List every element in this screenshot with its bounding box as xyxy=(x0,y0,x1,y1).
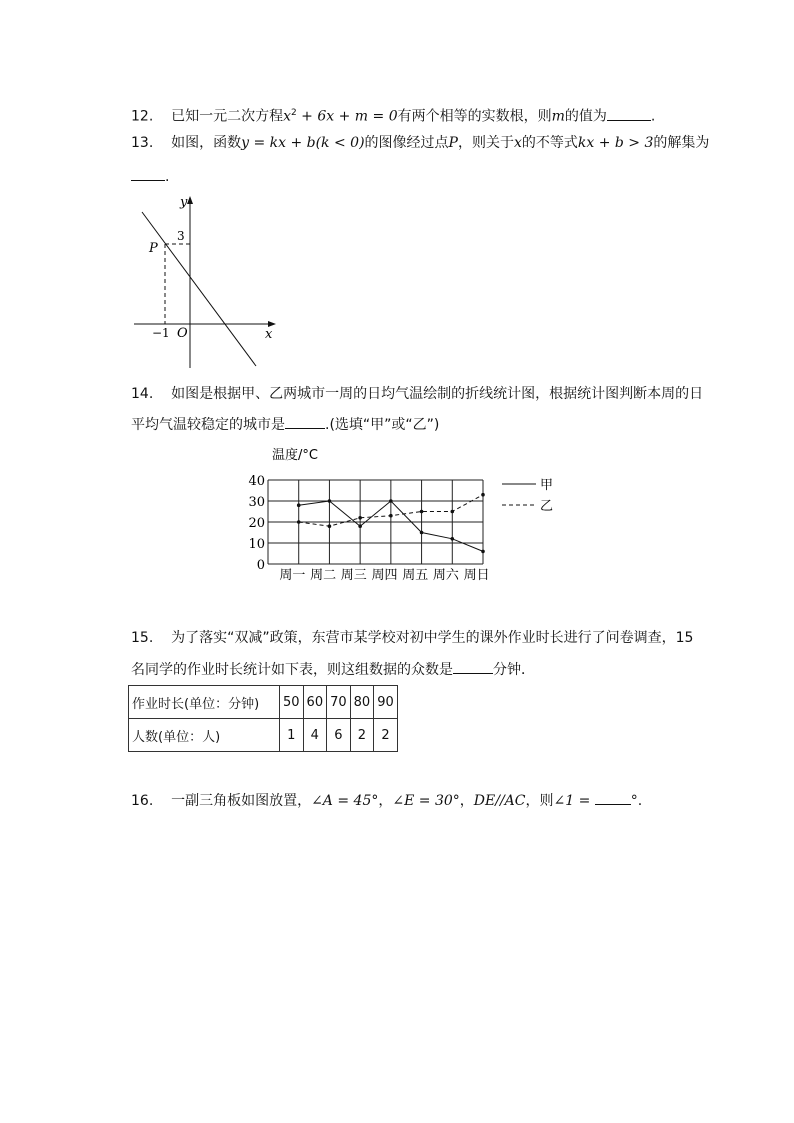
question-text: 平均气温较稳定的城市是 xyxy=(131,417,285,433)
question-text: 的解集为 xyxy=(653,135,710,151)
equation-rest: + 6x + m = 0 xyxy=(296,108,398,125)
question-text: ，则关于 xyxy=(457,135,514,151)
table-cell: 50 xyxy=(280,686,304,719)
question-text: 的值为 xyxy=(564,108,607,125)
variable-x: x xyxy=(513,135,522,151)
question-13 xyxy=(131,133,709,153)
inequality: kx + b > 3 xyxy=(577,135,654,151)
data-point xyxy=(420,531,424,535)
data-point xyxy=(297,520,301,524)
question-text: 为了落实“双减”政策，东营市某学校对初中学生的课外作业时长进行了问卷调查，15 xyxy=(171,630,694,646)
x-tick-label: 周三 xyxy=(340,568,367,583)
function-line xyxy=(142,212,256,366)
question-end: °. xyxy=(630,793,643,809)
x-tick-neg1: −1 xyxy=(152,326,170,340)
question-end: . xyxy=(650,108,656,125)
point-p-label: P xyxy=(149,241,158,256)
separator: ， xyxy=(459,793,474,809)
data-point xyxy=(481,493,485,497)
table-cell: 4 xyxy=(303,719,327,752)
y-tick-label: 10 xyxy=(248,537,265,552)
homework-time-table xyxy=(128,685,398,752)
answer-blank[interactable] xyxy=(131,166,165,181)
question-number: 15. xyxy=(131,630,154,646)
table-cell: 2 xyxy=(350,719,374,752)
y-axis-label: y xyxy=(180,195,188,210)
question-number: 16. xyxy=(131,793,154,809)
data-point xyxy=(297,503,301,507)
data-point xyxy=(389,514,393,518)
y-tick-label: 40 xyxy=(248,474,265,489)
question-text: .(选填“甲”或“乙”) xyxy=(325,417,440,433)
x-tick-label: 周一 xyxy=(279,568,306,583)
data-point xyxy=(328,524,332,528)
function-graph xyxy=(128,190,288,370)
data-point xyxy=(389,499,393,503)
question-text: ，则 xyxy=(525,793,554,809)
table-row-header: 人数(单位：人) xyxy=(129,719,280,752)
answer-blank[interactable] xyxy=(607,106,651,121)
answer-blank[interactable] xyxy=(453,659,493,674)
table-cell: 6 xyxy=(327,719,351,752)
chart-ticks xyxy=(248,474,489,583)
x-tick-label: 周日 xyxy=(463,568,490,583)
question-text: 分钟． xyxy=(493,662,535,678)
answer-blank[interactable] xyxy=(595,790,631,805)
legend-label: 甲 xyxy=(540,478,554,493)
temperature-line-chart xyxy=(240,442,560,584)
data-point xyxy=(420,510,424,514)
x-tick-label: 周五 xyxy=(402,568,429,583)
y-axis-arrow xyxy=(187,196,193,204)
y-tick-label: 0 xyxy=(256,558,265,573)
data-point xyxy=(358,516,362,520)
table-cell: 1 xyxy=(280,719,304,752)
angle-e: ∠E = 30° xyxy=(392,793,460,809)
question-number: 12. xyxy=(131,108,154,125)
table-row xyxy=(129,686,398,719)
question-12 xyxy=(131,103,655,127)
y-tick-3: 3 xyxy=(177,229,185,243)
question-15-line-1 xyxy=(131,628,693,648)
origin-label: O xyxy=(177,326,188,341)
table-cell: 2 xyxy=(374,719,398,752)
table-cell: 60 xyxy=(303,686,327,719)
question-14-line-2 xyxy=(131,414,439,435)
equation-x: x xyxy=(283,108,291,125)
answer-blank[interactable] xyxy=(285,414,325,429)
question-text: 有两个相等的实数根，则 xyxy=(397,108,552,125)
equation-exponent: 2 xyxy=(290,108,297,118)
question-text: 如图，函数 xyxy=(171,135,242,151)
angle-a: ∠A = 45° xyxy=(311,793,379,809)
question-number: 13. xyxy=(131,135,154,151)
y-tick-label: 20 xyxy=(248,516,265,531)
table-cell: 70 xyxy=(327,686,351,719)
angle-1: ∠1 = xyxy=(553,793,591,809)
variable-m: m xyxy=(551,108,565,125)
x-axis-label: x xyxy=(265,327,273,342)
table-cell: 90 xyxy=(374,686,398,719)
question-text: 的不等式 xyxy=(521,135,578,151)
table-row-header: 作业时长(单位：分钟) xyxy=(129,686,280,719)
question-end: . xyxy=(165,169,170,185)
question-text: 名同学的作业时长统计如下表，则这组数据的众数是 xyxy=(131,662,453,678)
data-point xyxy=(481,550,485,554)
legend-label: 乙 xyxy=(540,499,554,514)
question-15-line-2 xyxy=(131,659,535,680)
question-text: 已知一元二次方程 xyxy=(171,108,284,125)
question-number: 14. xyxy=(131,386,154,402)
question-14-line-1 xyxy=(131,384,703,404)
data-point xyxy=(358,524,362,528)
separator: ， xyxy=(378,793,393,809)
chart-legend xyxy=(502,478,553,514)
data-point xyxy=(328,499,332,503)
x-tick-label: 周二 xyxy=(310,568,337,583)
function-expression: y = kx + b(k < 0) xyxy=(241,135,365,151)
question-text: 一副三角板如图放置， xyxy=(171,793,312,809)
data-point xyxy=(450,537,454,541)
question-16 xyxy=(131,790,642,811)
y-tick-label: 30 xyxy=(248,495,265,510)
question-13-answer-line xyxy=(131,166,169,187)
table-row xyxy=(129,719,398,752)
parallel-condition: DE//AC xyxy=(473,793,526,809)
data-point xyxy=(450,510,454,514)
question-text: 如图是根据甲、乙两城市一周的日均气温绘制的折线统计图，根据统计图判断本周的日 xyxy=(171,386,704,402)
table-cell: 80 xyxy=(350,686,374,719)
point-label: P xyxy=(448,135,458,151)
chart-y-label: 温度/°C xyxy=(272,448,318,463)
x-tick-label: 周四 xyxy=(371,568,398,583)
x-tick-label: 周六 xyxy=(432,568,459,583)
question-text: 的图像经过点 xyxy=(364,135,449,151)
